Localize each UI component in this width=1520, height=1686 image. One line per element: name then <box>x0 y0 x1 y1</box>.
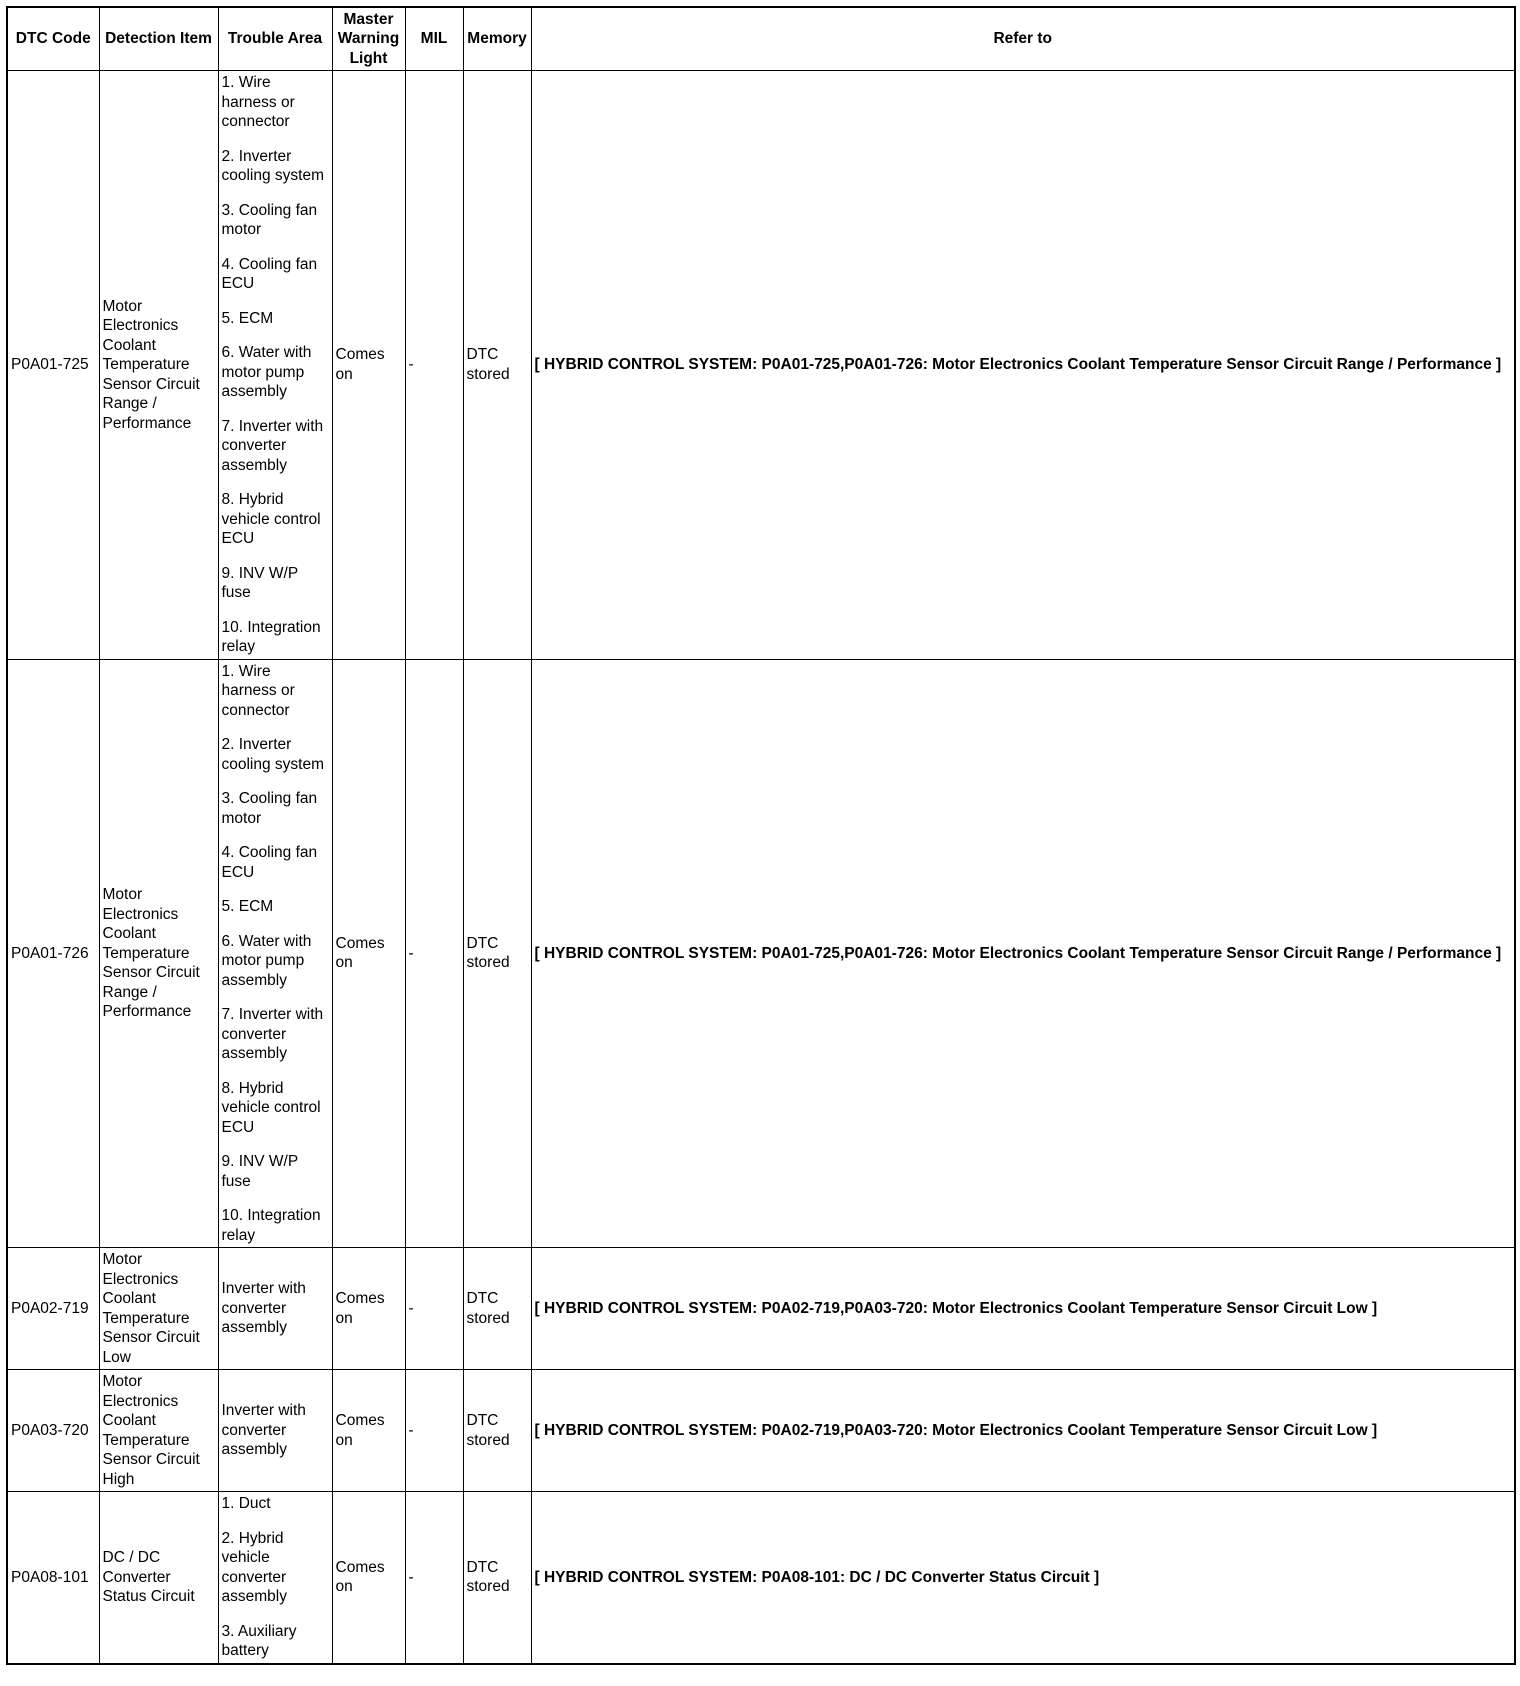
trouble-area-item: 1. Duct <box>221 1495 271 1512</box>
refer-to-link: [ HYBRID CONTROL SYSTEM: P0A01-725,P0A01-726: Motor Electronics Coolant Temperature Sensor Circuit Range / Performance ] <box>531 71 1515 660</box>
refer-to-link: [ HYBRID CONTROL SYSTEM: P0A02-719,P0A03-720: Motor Electronics Coolant Temperature Sensor Circuit Low ] <box>531 1370 1515 1492</box>
dtc-table <box>6 6 1516 1665</box>
trouble-area-item: 5. ECM <box>221 309 274 327</box>
header-dtc-code: DTC Code <box>7 7 99 71</box>
trouble-area-cell <box>218 1492 332 1664</box>
detection-item-cell: Motor Electronics Coolant Temperature Sensor Circuit High <box>99 1370 218 1492</box>
mil-cell: - <box>405 659 463 1248</box>
mil-cell: - <box>405 71 463 660</box>
table-row <box>7 1370 1515 1492</box>
memory-cell: DTC stored <box>463 1248 531 1370</box>
trouble-area-item: 9. INV W/P fuse <box>221 564 298 601</box>
trouble-area-list <box>222 1401 329 1460</box>
master-warning-light-cell: Comes on <box>332 1248 405 1370</box>
header-memory: Memory <box>463 7 531 71</box>
trouble-area-item: 4. Cooling fan ECU <box>221 844 318 881</box>
trouble-area-item: 7. Inverter with converter assembly <box>221 417 324 474</box>
trouble-area-item: 1. Wire harness or connector <box>221 74 295 130</box>
memory-cell: DTC stored <box>463 1492 531 1664</box>
table-row <box>7 659 1515 1248</box>
header-mil: MIL <box>405 7 463 71</box>
detection-item-cell: Motor Electronics Coolant Temperature Sensor Circuit Range / Performance <box>99 71 218 660</box>
trouble-area-item: 4. Cooling fan ECU <box>221 255 318 292</box>
refer-to-link: [ HYBRID CONTROL SYSTEM: P0A08-101: DC / DC Converter Status Circuit ] <box>531 1492 1515 1664</box>
trouble-area-item: 1. Wire harness or connector <box>221 662 295 719</box>
header-row <box>7 7 1515 71</box>
trouble-area-cell <box>218 71 332 660</box>
header-master-warning-light: Master Warning Light <box>332 7 405 71</box>
detection-item-cell: Motor Electronics Coolant Temperature Sensor Circuit Range / Performance <box>99 659 218 1248</box>
trouble-area-item: 6. Water with motor pump assembly <box>221 344 312 400</box>
trouble-area-item: 6. Water with motor pump assembly <box>221 932 312 989</box>
trouble-area-cell <box>218 1370 332 1492</box>
trouble-area-cell <box>218 659 332 1248</box>
mil-cell: - <box>405 1248 463 1370</box>
memory-cell: DTC stored <box>463 71 531 660</box>
trouble-area-list <box>222 662 329 1246</box>
table-row <box>7 1248 1515 1370</box>
trouble-area-item: 8. Hybrid vehicle control ECU <box>221 491 321 547</box>
trouble-area-item: 10. Integration relay <box>221 618 321 655</box>
dtc-code-cell: P0A01-726 <box>7 659 99 1248</box>
header-trouble-area: Trouble Area <box>218 7 332 71</box>
refer-to-link: [ HYBRID CONTROL SYSTEM: P0A01-725,P0A01-726: Motor Electronics Coolant Temperature Sensor Circuit Range / Performance ] <box>531 659 1515 1248</box>
master-warning-light-cell: Comes on <box>332 659 405 1248</box>
dtc-code-cell: P0A01-725 <box>7 71 99 660</box>
trouble-area-item: 2. Inverter cooling system <box>221 736 325 773</box>
detection-item-cell: Motor Electronics Coolant Temperature Sensor Circuit Low <box>99 1248 218 1370</box>
dtc-code-cell: P0A03-720 <box>7 1370 99 1492</box>
trouble-area-item: 2. Hybrid vehicle converter assembly <box>221 1529 287 1605</box>
trouble-area-item: Inverter with converter assembly <box>221 1280 306 1337</box>
memory-cell: DTC stored <box>463 1370 531 1492</box>
trouble-area-item: Inverter with converter assembly <box>221 1402 306 1459</box>
trouble-area-item: 3. Auxiliary battery <box>221 1622 297 1659</box>
trouble-area-item: 9. INV W/P fuse <box>221 1153 298 1190</box>
detection-item-cell: DC / DC Converter Status Circuit <box>99 1492 218 1664</box>
trouble-area-item: 3. Cooling fan motor <box>221 201 318 238</box>
dtc-code-cell: P0A02-719 <box>7 1248 99 1370</box>
trouble-area-list <box>222 1279 329 1338</box>
trouble-area-item: 10. Integration relay <box>221 1207 321 1244</box>
mil-cell: - <box>405 1492 463 1664</box>
dtc-code-cell: P0A08-101 <box>7 1492 99 1664</box>
memory-cell: DTC stored <box>463 659 531 1248</box>
master-warning-light-cell: Comes on <box>332 1370 405 1492</box>
table-row <box>7 1492 1515 1664</box>
table-body <box>7 71 1515 1664</box>
mil-cell: - <box>405 1370 463 1492</box>
trouble-area-item: 2. Inverter cooling system <box>221 147 325 184</box>
trouble-area-item: 8. Hybrid vehicle control ECU <box>221 1079 321 1136</box>
master-warning-light-cell: Comes on <box>332 71 405 660</box>
master-warning-light-cell: Comes on <box>332 1492 405 1664</box>
trouble-area-cell <box>218 1248 332 1370</box>
trouble-area-item: 7. Inverter with converter assembly <box>221 1006 324 1062</box>
trouble-area-list <box>222 1494 329 1661</box>
trouble-area-item: 5. ECM <box>221 898 274 915</box>
header-detection-item: Detection Item <box>99 7 218 71</box>
trouble-area-item: 3. Cooling fan motor <box>221 790 318 827</box>
refer-to-link: [ HYBRID CONTROL SYSTEM: P0A02-719,P0A03-720: Motor Electronics Coolant Temperature Sensor Circuit Low ] <box>531 1248 1515 1370</box>
table-row <box>7 71 1515 660</box>
trouble-area-list <box>222 73 329 657</box>
header-refer-to: Refer to <box>531 7 1515 71</box>
